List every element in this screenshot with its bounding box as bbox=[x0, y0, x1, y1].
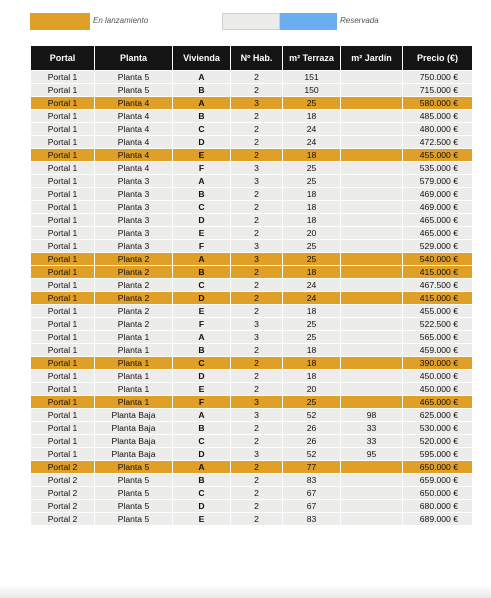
cell-precio: 465.000 € bbox=[403, 396, 473, 409]
cell-vivienda: A bbox=[173, 253, 231, 266]
cell-portal: Portal 1 bbox=[31, 409, 95, 422]
cell-portal: Portal 2 bbox=[31, 487, 95, 500]
cell-habitaciones: 2 bbox=[231, 344, 283, 357]
cell-habitaciones: 2 bbox=[231, 474, 283, 487]
cell-jardin bbox=[341, 123, 403, 136]
cell-jardin bbox=[341, 162, 403, 175]
cell-terraza: 25 bbox=[283, 162, 341, 175]
table-row bbox=[31, 97, 473, 110]
cell-jardin bbox=[341, 84, 403, 97]
cell-jardin bbox=[341, 253, 403, 266]
cell-vivienda: B bbox=[173, 84, 231, 97]
cell-portal: Portal 1 bbox=[31, 448, 95, 461]
table-row bbox=[31, 370, 473, 383]
cell-planta: Planta 1 bbox=[95, 357, 173, 370]
cell-jardin bbox=[341, 175, 403, 188]
cell-portal: Portal 1 bbox=[31, 292, 95, 305]
cell-jardin bbox=[341, 110, 403, 123]
cell-terraza: 18 bbox=[283, 188, 341, 201]
table-row bbox=[31, 279, 473, 292]
cell-terraza: 52 bbox=[283, 409, 341, 422]
cell-precio: 459.000 € bbox=[403, 344, 473, 357]
cell-vivienda: B bbox=[173, 474, 231, 487]
cell-precio: 455.000 € bbox=[403, 149, 473, 162]
cell-vivienda: E bbox=[173, 305, 231, 318]
cell-planta: Planta 5 bbox=[95, 513, 173, 526]
table-row bbox=[31, 214, 473, 227]
cell-planta: Planta 4 bbox=[95, 149, 173, 162]
bottom-shadow bbox=[0, 584, 491, 598]
cell-precio: 472.500 € bbox=[403, 136, 473, 149]
cell-portal: Portal 1 bbox=[31, 357, 95, 370]
table-row bbox=[31, 253, 473, 266]
cell-terraza: 26 bbox=[283, 435, 341, 448]
cell-terraza: 25 bbox=[283, 253, 341, 266]
cell-portal: Portal 1 bbox=[31, 188, 95, 201]
cell-habitaciones: 2 bbox=[231, 500, 283, 513]
cell-precio: 485.000 € bbox=[403, 110, 473, 123]
cell-vivienda: A bbox=[173, 97, 231, 110]
cell-planta: Planta 4 bbox=[95, 97, 173, 110]
cell-precio: 465.000 € bbox=[403, 227, 473, 240]
cell-vivienda: C bbox=[173, 435, 231, 448]
cell-vivienda: F bbox=[173, 396, 231, 409]
cell-habitaciones: 2 bbox=[231, 227, 283, 240]
cell-precio: 450.000 € bbox=[403, 370, 473, 383]
cell-portal: Portal 1 bbox=[31, 162, 95, 175]
cell-precio: 455.000 € bbox=[403, 305, 473, 318]
launch-color-swatch bbox=[30, 13, 90, 30]
table-row bbox=[31, 383, 473, 396]
cell-vivienda: A bbox=[173, 409, 231, 422]
cell-vivienda: D bbox=[173, 500, 231, 513]
cell-planta: Planta 1 bbox=[95, 370, 173, 383]
cell-vivienda: D bbox=[173, 136, 231, 149]
table-row bbox=[31, 110, 473, 123]
cell-precio: 650.000 € bbox=[403, 487, 473, 500]
cell-terraza: 25 bbox=[283, 97, 341, 110]
launch-legend-label: En lanzamiento bbox=[93, 16, 149, 25]
cell-vivienda: F bbox=[173, 318, 231, 331]
header-vivienda: Vivienda bbox=[173, 46, 231, 71]
cell-planta: Planta 5 bbox=[95, 71, 173, 84]
cell-terraza: 18 bbox=[283, 266, 341, 279]
cell-precio: 415.000 € bbox=[403, 266, 473, 279]
cell-jardin bbox=[341, 383, 403, 396]
cell-vivienda: D bbox=[173, 292, 231, 305]
cell-portal: Portal 1 bbox=[31, 214, 95, 227]
cell-vivienda: A bbox=[173, 331, 231, 344]
cell-portal: Portal 1 bbox=[31, 396, 95, 409]
cell-planta: Planta Baja bbox=[95, 435, 173, 448]
cell-terraza: 25 bbox=[283, 175, 341, 188]
cell-habitaciones: 2 bbox=[231, 383, 283, 396]
table-row bbox=[31, 500, 473, 513]
table-row bbox=[31, 149, 473, 162]
cell-vivienda: F bbox=[173, 162, 231, 175]
cell-precio: 680.000 € bbox=[403, 500, 473, 513]
cell-planta: Planta Baja bbox=[95, 422, 173, 435]
cell-planta: Planta 2 bbox=[95, 318, 173, 331]
cell-portal: Portal 1 bbox=[31, 331, 95, 344]
cell-planta: Planta 4 bbox=[95, 136, 173, 149]
cell-precio: 480.000 € bbox=[403, 123, 473, 136]
cell-portal: Portal 1 bbox=[31, 344, 95, 357]
cell-portal: Portal 1 bbox=[31, 435, 95, 448]
cell-planta: Planta 2 bbox=[95, 279, 173, 292]
cell-vivienda: C bbox=[173, 201, 231, 214]
cell-jardin bbox=[341, 71, 403, 84]
cell-jardin bbox=[341, 292, 403, 305]
table-row bbox=[31, 318, 473, 331]
cell-precio: 530.000 € bbox=[403, 422, 473, 435]
cell-portal: Portal 1 bbox=[31, 279, 95, 292]
cell-portal: Portal 1 bbox=[31, 149, 95, 162]
table-row bbox=[31, 305, 473, 318]
cell-planta: Planta 2 bbox=[95, 266, 173, 279]
header-terraza: m² Terraza bbox=[283, 46, 341, 71]
cell-planta: Planta 3 bbox=[95, 175, 173, 188]
cell-vivienda: B bbox=[173, 422, 231, 435]
cell-jardin bbox=[341, 201, 403, 214]
cell-portal: Portal 1 bbox=[31, 71, 95, 84]
table-row bbox=[31, 240, 473, 253]
table-row bbox=[31, 435, 473, 448]
cell-terraza: 18 bbox=[283, 110, 341, 123]
legend bbox=[30, 13, 470, 31]
cell-jardin bbox=[341, 266, 403, 279]
cell-jardin bbox=[341, 370, 403, 383]
cell-planta: Planta 5 bbox=[95, 461, 173, 474]
reserved-color-swatch bbox=[280, 13, 337, 30]
header-habitaciones: Nº Hab. bbox=[231, 46, 283, 71]
cell-habitaciones: 2 bbox=[231, 266, 283, 279]
cell-planta: Planta 3 bbox=[95, 188, 173, 201]
cell-precio: 465.000 € bbox=[403, 214, 473, 227]
cell-portal: Portal 1 bbox=[31, 383, 95, 396]
cell-planta: Planta 2 bbox=[95, 305, 173, 318]
cell-planta: Planta 3 bbox=[95, 201, 173, 214]
cell-terraza: 18 bbox=[283, 201, 341, 214]
cell-habitaciones: 2 bbox=[231, 71, 283, 84]
cell-vivienda: E bbox=[173, 149, 231, 162]
cell-terraza: 77 bbox=[283, 461, 341, 474]
cell-precio: 450.000 € bbox=[403, 383, 473, 396]
cell-habitaciones: 2 bbox=[231, 110, 283, 123]
cell-portal: Portal 2 bbox=[31, 500, 95, 513]
cell-portal: Portal 1 bbox=[31, 123, 95, 136]
table-row bbox=[31, 175, 473, 188]
cell-jardin bbox=[341, 279, 403, 292]
cell-terraza: 83 bbox=[283, 474, 341, 487]
cell-terraza: 25 bbox=[283, 396, 341, 409]
cell-precio: 625.000 € bbox=[403, 409, 473, 422]
cell-habitaciones: 3 bbox=[231, 318, 283, 331]
cell-habitaciones: 2 bbox=[231, 513, 283, 526]
cell-precio: 540.000 € bbox=[403, 253, 473, 266]
cell-planta: Planta 1 bbox=[95, 383, 173, 396]
cell-habitaciones: 2 bbox=[231, 84, 283, 97]
table-row bbox=[31, 292, 473, 305]
cell-precio: 535.000 € bbox=[403, 162, 473, 175]
cell-portal: Portal 1 bbox=[31, 136, 95, 149]
cell-planta: Planta Baja bbox=[95, 448, 173, 461]
cell-precio: 520.000 € bbox=[403, 435, 473, 448]
cell-planta: Planta 3 bbox=[95, 227, 173, 240]
cell-vivienda: C bbox=[173, 357, 231, 370]
cell-terraza: 20 bbox=[283, 227, 341, 240]
cell-terraza: 24 bbox=[283, 292, 341, 305]
cell-habitaciones: 2 bbox=[231, 422, 283, 435]
table-body bbox=[31, 71, 473, 526]
cell-precio: 595.000 € bbox=[403, 448, 473, 461]
cell-habitaciones: 2 bbox=[231, 136, 283, 149]
cell-precio: 529.000 € bbox=[403, 240, 473, 253]
cell-jardin: 95 bbox=[341, 448, 403, 461]
cell-jardin bbox=[341, 149, 403, 162]
cell-habitaciones: 3 bbox=[231, 162, 283, 175]
cell-terraza: 18 bbox=[283, 344, 341, 357]
table-row bbox=[31, 474, 473, 487]
table-row bbox=[31, 448, 473, 461]
cell-planta: Planta 1 bbox=[95, 331, 173, 344]
cell-portal: Portal 1 bbox=[31, 175, 95, 188]
cell-precio: 579.000 € bbox=[403, 175, 473, 188]
cell-planta: Planta 5 bbox=[95, 500, 173, 513]
cell-habitaciones: 3 bbox=[231, 240, 283, 253]
table-row bbox=[31, 461, 473, 474]
cell-precio: 750.000 € bbox=[403, 71, 473, 84]
cell-jardin bbox=[341, 305, 403, 318]
cell-habitaciones: 2 bbox=[231, 201, 283, 214]
cell-habitaciones: 3 bbox=[231, 448, 283, 461]
cell-terraza: 67 bbox=[283, 500, 341, 513]
table-row bbox=[31, 409, 473, 422]
cell-precio: 565.000 € bbox=[403, 331, 473, 344]
cell-jardin bbox=[341, 344, 403, 357]
cell-habitaciones: 3 bbox=[231, 409, 283, 422]
cell-terraza: 83 bbox=[283, 513, 341, 526]
cell-habitaciones: 3 bbox=[231, 253, 283, 266]
cell-terraza: 18 bbox=[283, 149, 341, 162]
cell-portal: Portal 1 bbox=[31, 370, 95, 383]
table-row bbox=[31, 136, 473, 149]
cell-portal: Portal 1 bbox=[31, 84, 95, 97]
cell-terraza: 24 bbox=[283, 123, 341, 136]
cell-vivienda: A bbox=[173, 175, 231, 188]
header-portal: Portal bbox=[31, 46, 95, 71]
cell-habitaciones: 2 bbox=[231, 292, 283, 305]
header-jardin: m² Jardín bbox=[341, 46, 403, 71]
cell-jardin bbox=[341, 474, 403, 487]
cell-terraza: 24 bbox=[283, 136, 341, 149]
table-row bbox=[31, 513, 473, 526]
cell-vivienda: D bbox=[173, 448, 231, 461]
cell-vivienda: F bbox=[173, 240, 231, 253]
cell-planta: Planta 5 bbox=[95, 487, 173, 500]
cell-portal: Portal 1 bbox=[31, 110, 95, 123]
cell-habitaciones: 2 bbox=[231, 357, 283, 370]
cell-precio: 689.000 € bbox=[403, 513, 473, 526]
cell-planta: Planta 4 bbox=[95, 123, 173, 136]
cell-precio: 415.000 € bbox=[403, 292, 473, 305]
table-row bbox=[31, 71, 473, 84]
cell-habitaciones: 2 bbox=[231, 188, 283, 201]
cell-vivienda: E bbox=[173, 383, 231, 396]
cell-habitaciones: 2 bbox=[231, 123, 283, 136]
cell-precio: 580.000 € bbox=[403, 97, 473, 110]
table-row bbox=[31, 357, 473, 370]
cell-habitaciones: 3 bbox=[231, 97, 283, 110]
cell-precio: 715.000 € bbox=[403, 84, 473, 97]
cell-terraza: 24 bbox=[283, 279, 341, 292]
cell-planta: Planta 3 bbox=[95, 214, 173, 227]
header-row bbox=[31, 46, 473, 71]
table-row bbox=[31, 188, 473, 201]
cell-portal: Portal 1 bbox=[31, 318, 95, 331]
cell-vivienda: E bbox=[173, 513, 231, 526]
cell-portal: Portal 1 bbox=[31, 305, 95, 318]
cell-vivienda: B bbox=[173, 266, 231, 279]
cell-terraza: 67 bbox=[283, 487, 341, 500]
cell-jardin bbox=[341, 318, 403, 331]
table-row bbox=[31, 123, 473, 136]
cell-habitaciones: 2 bbox=[231, 370, 283, 383]
cell-portal: Portal 2 bbox=[31, 513, 95, 526]
cell-habitaciones: 2 bbox=[231, 305, 283, 318]
cell-habitaciones: 2 bbox=[231, 214, 283, 227]
cell-vivienda: D bbox=[173, 214, 231, 227]
cell-terraza: 26 bbox=[283, 422, 341, 435]
cell-vivienda: C bbox=[173, 487, 231, 500]
cell-habitaciones: 2 bbox=[231, 435, 283, 448]
cell-precio: 650.000 € bbox=[403, 461, 473, 474]
cell-terraza: 25 bbox=[283, 318, 341, 331]
cell-precio: 522.500 € bbox=[403, 318, 473, 331]
cell-planta: Planta 5 bbox=[95, 474, 173, 487]
cell-vivienda: B bbox=[173, 110, 231, 123]
cell-vivienda: A bbox=[173, 71, 231, 84]
cell-terraza: 151 bbox=[283, 71, 341, 84]
available-color-swatch bbox=[222, 13, 280, 30]
cell-jardin bbox=[341, 513, 403, 526]
cell-jardin bbox=[341, 331, 403, 344]
cell-jardin bbox=[341, 240, 403, 253]
cell-terraza: 150 bbox=[283, 84, 341, 97]
cell-vivienda: C bbox=[173, 279, 231, 292]
reserved-legend-label: Reservada bbox=[340, 16, 379, 25]
cell-vivienda: B bbox=[173, 344, 231, 357]
table-header bbox=[31, 46, 473, 71]
table-row bbox=[31, 266, 473, 279]
cell-terraza: 52 bbox=[283, 448, 341, 461]
cell-portal: Portal 1 bbox=[31, 201, 95, 214]
cell-terraza: 18 bbox=[283, 357, 341, 370]
cell-precio: 390.000 € bbox=[403, 357, 473, 370]
cell-portal: Portal 1 bbox=[31, 227, 95, 240]
cell-jardin bbox=[341, 500, 403, 513]
cell-jardin bbox=[341, 136, 403, 149]
cell-precio: 469.000 € bbox=[403, 188, 473, 201]
table-row bbox=[31, 227, 473, 240]
cell-jardin bbox=[341, 487, 403, 500]
cell-portal: Portal 1 bbox=[31, 266, 95, 279]
cell-jardin: 33 bbox=[341, 435, 403, 448]
header-precio: Precio (€) bbox=[403, 46, 473, 71]
cell-terraza: 18 bbox=[283, 305, 341, 318]
cell-planta: Planta 1 bbox=[95, 344, 173, 357]
cell-habitaciones: 2 bbox=[231, 149, 283, 162]
cell-portal: Portal 2 bbox=[31, 474, 95, 487]
table-row bbox=[31, 331, 473, 344]
cell-terraza: 18 bbox=[283, 214, 341, 227]
cell-habitaciones: 2 bbox=[231, 279, 283, 292]
cell-vivienda: A bbox=[173, 461, 231, 474]
cell-habitaciones: 2 bbox=[231, 487, 283, 500]
cell-jardin bbox=[341, 188, 403, 201]
cell-jardin: 98 bbox=[341, 409, 403, 422]
cell-terraza: 25 bbox=[283, 331, 341, 344]
cell-jardin bbox=[341, 461, 403, 474]
cell-terraza: 25 bbox=[283, 240, 341, 253]
cell-planta: Planta 1 bbox=[95, 396, 173, 409]
cell-planta: Planta 2 bbox=[95, 292, 173, 305]
table-row bbox=[31, 422, 473, 435]
cell-jardin bbox=[341, 357, 403, 370]
cell-portal: Portal 1 bbox=[31, 240, 95, 253]
table-row bbox=[31, 162, 473, 175]
cell-jardin bbox=[341, 214, 403, 227]
price-table-container bbox=[30, 45, 472, 526]
cell-habitaciones: 3 bbox=[231, 396, 283, 409]
cell-portal: Portal 2 bbox=[31, 461, 95, 474]
cell-precio: 469.000 € bbox=[403, 201, 473, 214]
cell-habitaciones: 2 bbox=[231, 461, 283, 474]
cell-jardin bbox=[341, 396, 403, 409]
cell-portal: Portal 1 bbox=[31, 422, 95, 435]
table-row bbox=[31, 396, 473, 409]
cell-precio: 467.500 € bbox=[403, 279, 473, 292]
cell-jardin bbox=[341, 97, 403, 110]
cell-portal: Portal 1 bbox=[31, 253, 95, 266]
cell-terraza: 20 bbox=[283, 383, 341, 396]
cell-planta: Planta 2 bbox=[95, 253, 173, 266]
table-row bbox=[31, 344, 473, 357]
cell-portal: Portal 1 bbox=[31, 97, 95, 110]
cell-planta: Planta Baja bbox=[95, 409, 173, 422]
price-table bbox=[30, 45, 473, 526]
header-planta: Planta bbox=[95, 46, 173, 71]
table-row bbox=[31, 84, 473, 97]
cell-vivienda: C bbox=[173, 123, 231, 136]
cell-jardin bbox=[341, 227, 403, 240]
cell-habitaciones: 3 bbox=[231, 175, 283, 188]
cell-vivienda: E bbox=[173, 227, 231, 240]
cell-planta: Planta 4 bbox=[95, 110, 173, 123]
cell-planta: Planta 3 bbox=[95, 240, 173, 253]
cell-planta: Planta 4 bbox=[95, 162, 173, 175]
cell-vivienda: D bbox=[173, 370, 231, 383]
cell-planta: Planta 5 bbox=[95, 84, 173, 97]
table-row bbox=[31, 487, 473, 500]
cell-jardin: 33 bbox=[341, 422, 403, 435]
cell-habitaciones: 3 bbox=[231, 331, 283, 344]
cell-vivienda: B bbox=[173, 188, 231, 201]
table-row bbox=[31, 201, 473, 214]
cell-terraza: 18 bbox=[283, 370, 341, 383]
cell-precio: 659.000 € bbox=[403, 474, 473, 487]
